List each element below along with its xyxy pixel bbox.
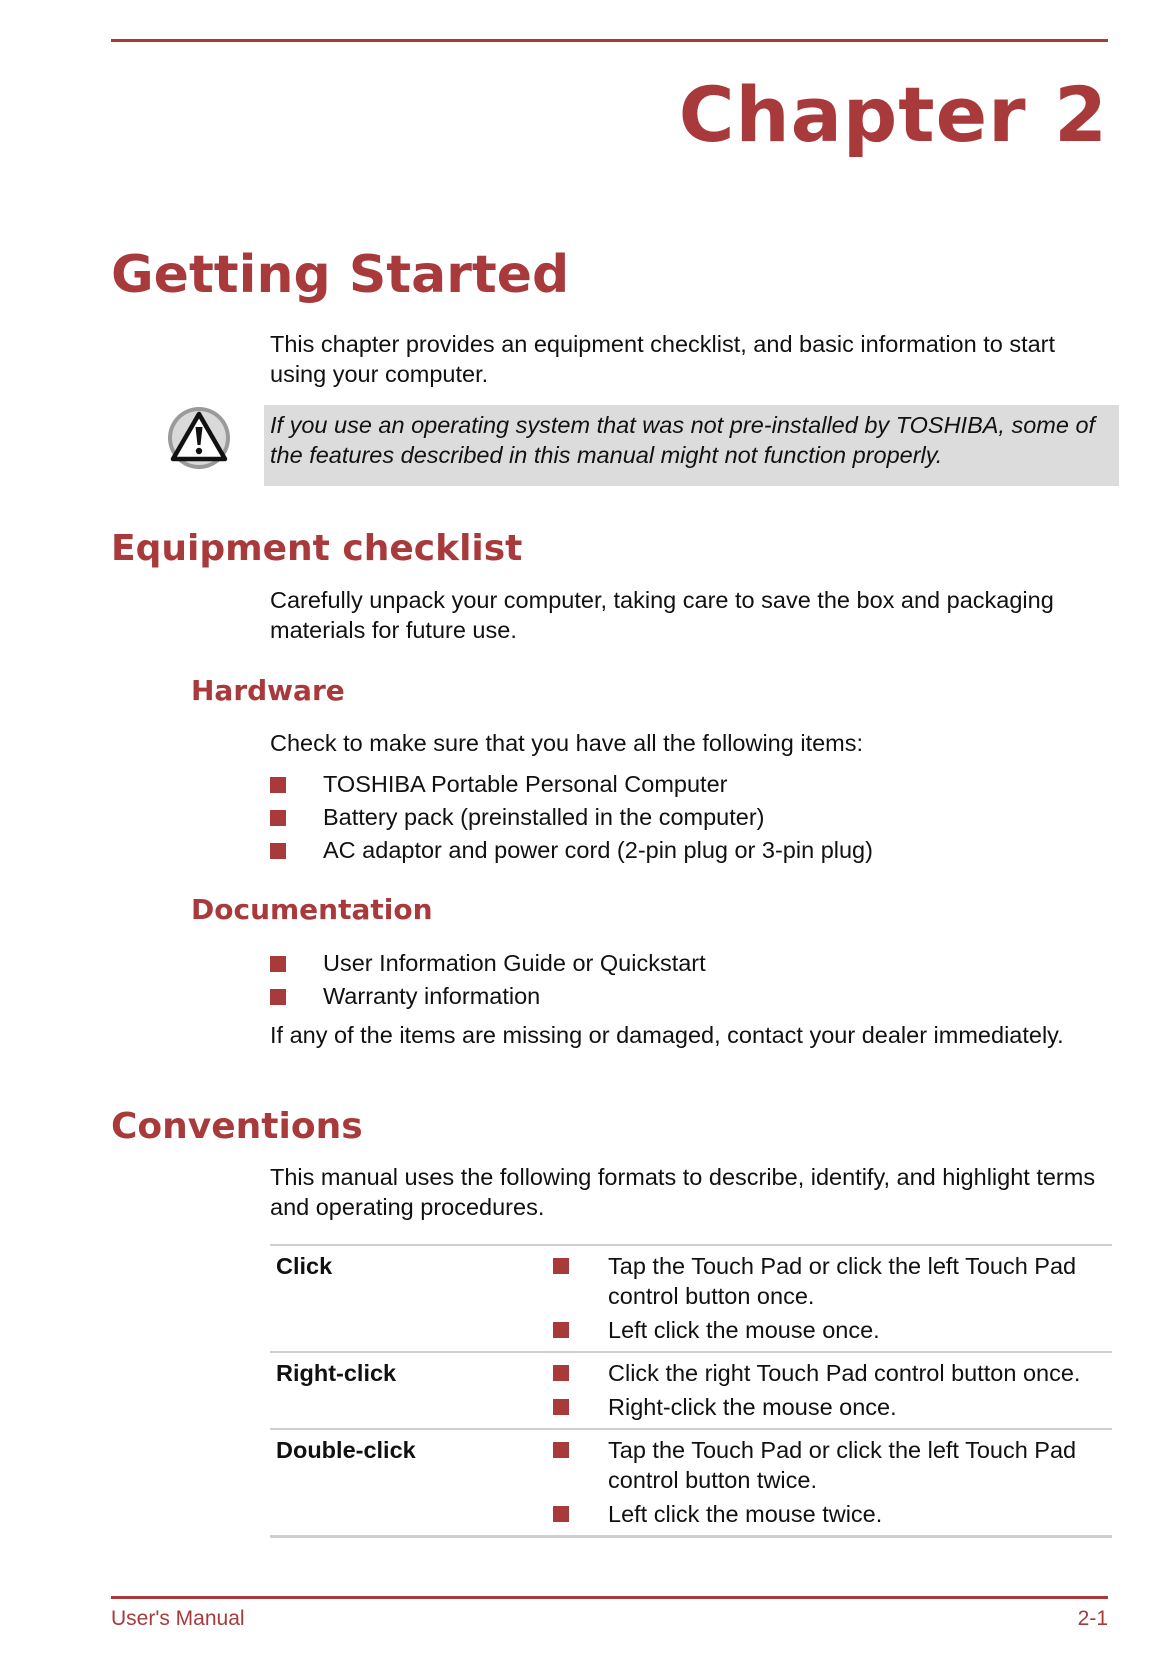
bullet-square-icon: [553, 1258, 569, 1274]
list-item: Battery pack (preinstalled in the computer): [270, 801, 873, 834]
warning-icon: [166, 405, 232, 471]
bullet-square-icon: [553, 1322, 569, 1338]
description-cell: [547, 1245, 1112, 1352]
bullet-square-icon: [270, 989, 286, 1005]
table-row: [270, 1245, 1112, 1352]
hardware-intro: Check to make sure that you have all the following items:: [270, 730, 864, 756]
table-row: [270, 1352, 1112, 1429]
list-item: Left click the mouse once.: [553, 1315, 1106, 1345]
hardware-heading: Hardware: [191, 674, 345, 707]
page-title: Getting Started: [111, 245, 570, 305]
list-item: TOSHIBA Portable Personal Computer: [270, 768, 873, 801]
bullet-square-icon: [553, 1442, 569, 1458]
intro-paragraph: This chapter provides an equipment checklist, and basic information to start using your computer.: [270, 331, 1056, 387]
footer-rule: [111, 1596, 1108, 1599]
bullet-square-icon: [553, 1365, 569, 1381]
chapter-title: Chapter 2: [678, 70, 1108, 159]
footer-manual-title: User's Manual: [111, 1607, 245, 1630]
bullet-square-icon: [270, 810, 286, 826]
page-number: 2-1: [1077, 1607, 1108, 1630]
list-item: Warranty information: [270, 980, 706, 1013]
bullet-square-icon: [553, 1399, 569, 1415]
equipment-checklist-heading: Equipment checklist: [111, 528, 523, 569]
conventions-table: [270, 1244, 1112, 1538]
conventions-intro: This manual uses the following formats to describe, identify, and highlight terms and operating procedures.: [270, 1164, 1096, 1220]
term-cell: Right-click: [270, 1352, 547, 1429]
bullet-square-icon: [270, 956, 286, 972]
documentation-outro: If any of the items are missing or damaged, contact your dealer immediately.: [270, 1022, 1064, 1048]
description-cell: [547, 1429, 1112, 1537]
list-item: Tap the Touch Pad or click the left Touch Pad control button once.: [553, 1251, 1106, 1311]
documentation-list: [270, 947, 706, 1013]
hardware-list: [270, 768, 873, 867]
top-rule: [111, 39, 1108, 42]
bullet-square-icon: [553, 1506, 569, 1522]
list-item: User Information Guide or Quickstart: [270, 947, 706, 980]
list-item: Left click the mouse twice.: [553, 1499, 1106, 1529]
bullet-square-icon: [270, 777, 286, 793]
list-item: Tap the Touch Pad or click the left Touch Pad control button twice.: [553, 1435, 1106, 1495]
list-item: Click the right Touch Pad control button once.: [553, 1358, 1106, 1388]
list-item: AC adaptor and power cord (2-pin plug or 3-pin plug): [270, 834, 873, 867]
term-cell: Double-click: [270, 1429, 547, 1537]
list-item: Right-click the mouse once.: [553, 1392, 1106, 1422]
table-row: [270, 1429, 1112, 1537]
documentation-heading: Documentation: [191, 893, 433, 926]
bullet-square-icon: [270, 843, 286, 859]
equipment-intro: Carefully unpack your computer, taking care to save the box and packaging materials for future use.: [270, 587, 1054, 643]
description-cell: [547, 1352, 1112, 1429]
conventions-heading: Conventions: [111, 1106, 363, 1147]
note-text: If you use an operating system that was not pre-installed by TOSHIBA, some of the features described in this manual might not function properly.: [270, 412, 1096, 468]
term-cell: Click: [270, 1245, 547, 1352]
